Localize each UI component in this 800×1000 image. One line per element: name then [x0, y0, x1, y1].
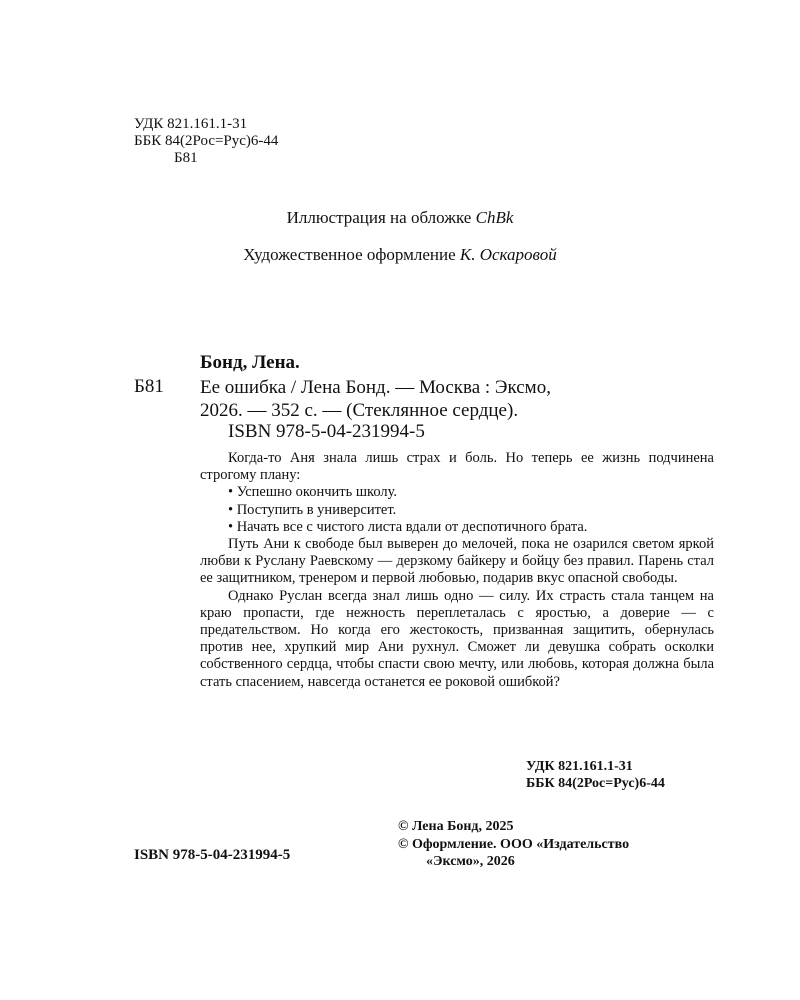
annotation-paragraph: Путь Ани к свободе был выверен до мелочей, пока не озарился светом яркой любви к Руслану Раевскому — дерзкому байкеру и бойцу без правил. Парень стал ее защитником, тренером и первой любовью, подарив вкус опасной свободы. — [200, 536, 714, 587]
bibliographic-isbn: ISBN 978-5-04-231994-5 — [228, 421, 425, 442]
design-credit-name: К. Оскаровой — [459, 245, 557, 264]
annotation-paragraph: Однако Руслан всегда знал лишь одно — силу. Их страсть стала танцем на краю пропасти, где нежность переплеталась с яростью, а доверие — с предательством. Но когда его жестокость, призванная защитить, обернулась против нее, хрупкий мир Ани рухнул. Сможет ли девушка собрать осколки собственного сердца, чтобы спасти свою мечту, или любовь, которая должна была стать спасением, навсегда останется ее роковой ошибкой? — [200, 587, 714, 690]
illustration-credit — [0, 208, 800, 228]
copyright-design-continued: «Эксмо», 2026 — [426, 854, 515, 869]
bbk-code: ББК 84(2Рос=Рус)6-44 — [134, 133, 279, 149]
copyright-author: © Лена Бонд, 2025 — [398, 819, 514, 834]
annotation-list-item: • Поступить в университет. — [228, 501, 397, 518]
udk-code: УДК 821.161.1-31 — [526, 759, 633, 774]
udk-code: УДК 821.161.1-31 — [134, 116, 248, 132]
bibliographic-line-1: Ее ошибка / Лена Бонд. — Москва : Эксмо, — [200, 377, 551, 398]
bibliographic-author-mark: Б81 — [134, 376, 164, 397]
copyright-block — [398, 818, 629, 871]
bibliographic-author: Бонд, Лена. — [200, 352, 300, 373]
bibliographic-description — [200, 376, 551, 422]
annotation — [200, 450, 714, 691]
illustration-credit-name: ChBk — [475, 208, 514, 227]
bibliographic-line-2: 2026. — 352 с. — (Стеклянное сердце). — [200, 400, 519, 421]
design-credit — [0, 245, 800, 265]
design-credit-label: Художественное оформление — [243, 245, 460, 264]
bbk-code: ББК 84(2Рос=Рус)6-44 — [526, 776, 665, 791]
classification-block-top — [134, 116, 278, 167]
annotation-list-item: • Начать все с чистого листа вдали от деспотичного брата. — [228, 518, 588, 535]
isbn-bottom: ISBN 978-5-04-231994-5 — [134, 847, 291, 863]
illustration-credit-label: Иллюстрация на обложке — [286, 208, 476, 227]
annotation-paragraph: Когда-то Аня знала лишь страх и боль. Но теперь ее жизнь подчинена строгому плану: — [200, 450, 714, 484]
annotation-list-item: • Успешно окончить школу. — [228, 484, 398, 501]
author-mark: Б81 — [174, 150, 198, 166]
copyright-design: © Оформление. ООО «Издательство — [398, 836, 630, 852]
classification-block-bottom — [526, 758, 665, 792]
